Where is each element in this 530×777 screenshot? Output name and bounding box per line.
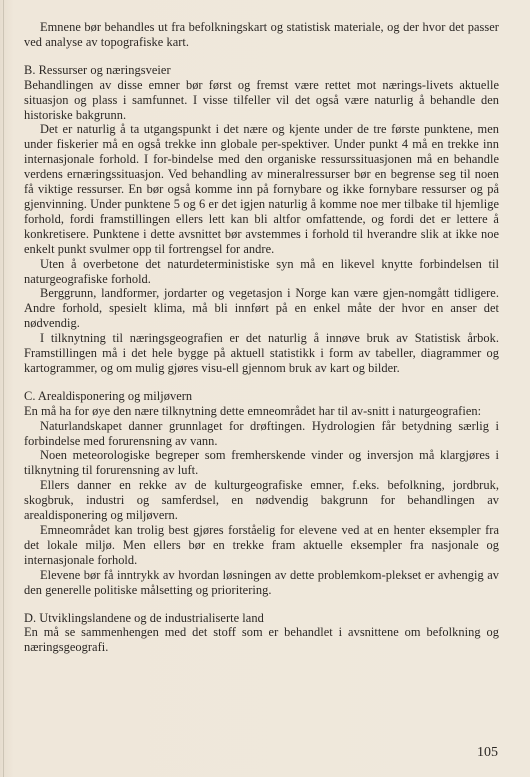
section-gap (24, 50, 499, 63)
intro-paragraph: Emnene bør behandles ut fra befolkningskart og statistisk materiale, og der hvor det passer ved analyse av topografiske kart. (24, 20, 499, 49)
section-gap (24, 376, 499, 389)
page-number: 105 (477, 745, 498, 760)
paragraph: Emneområdet kan trolig best gjøres forståelig for elevene ved at en henter eksempler fra det lokale miljø. Men ellers bør en trekke fram aktuelle eksempler fra nasjonale og internasjonale forhold. (24, 523, 499, 567)
binding-edge (3, 0, 4, 777)
body-text (24, 20, 499, 655)
paragraph: En må ha for øye den nære tilknytning dette emneområdet har til av-snitt i naturgeografien: (24, 403, 482, 418)
section-heading-b: B. Ressurser og næringsveier (24, 62, 171, 77)
paragraph: Uten å overbetone det naturdeterministiske syn må en likevel knytte forbindelsen til naturgeografiske forhold. (24, 256, 499, 286)
section-heading-d: D. Utviklingslandene og de industrialiserte land (24, 610, 264, 625)
section-gap (24, 598, 499, 611)
section-heading-c: C. Arealdisponering og miljøvern (24, 388, 193, 403)
paragraph: Det er naturlig å ta utgangspunkt i det nære og kjente under de tre første punktene, men under fiskerier må en også trekke inn globale per-spektiver. Under punkt 4 må en trekke inn internasjonale forhold. I for-bindelse med den organiske ressurssituasjonen må en behandle verdens ernæringssituasjon. Ved behandling av mineralressurser bør en begrense seg til noen få viktige ressurser. En bør også komme inn på fornybare og ikke fornybare ressurser og på gjenvinning. Under punktene 5 og 6 er det igjen naturlig å komme noe mer tilbake til hjemlige forhold, fordi framstillingen ellers lett kan bli altfor omfattende, og fordi det er lettere å konkretisere. Punktene i dette avsnittet bør avstemmes i forhold til hverandre slik at ikke noe enkelt punkt svulmer opp til fortrengsel for andre. (24, 122, 499, 256)
paragraph: Berggrunn, landformer, jordarter og vegetasjon i Norge kan være gjen-nomgått tidligere. Andre forhold, spesielt klima, må bli innført på en enkel måte der hvor en anser det nødvendig. (24, 286, 499, 331)
paragraph: Ellers danner en rekke av de kulturgeografiske emner, f.eks. befolkning, jordbruk, skogbruk, industri og samferdsel, en nødvendig bakgrunn for behandlingen av arealdisponering og miljøvern. (24, 478, 499, 523)
paragraph: Noen meteorologiske begreper som fremherskende vinder og inversjon må klargjøres i tilknytning til forurensning av luft. (24, 448, 499, 478)
paragraph: En må se sammenhengen med det stoff som er behandlet i avsnittene om befolkning og næringsgeografi. (24, 625, 499, 655)
paragraph: Behandlingen av disse emner bør først og fremst være rettet mot nærings-livets aktuelle situasjon og plass i samfunnet. I visse tilfeller vil det også være naturlig å behandle den historiske bakgrunn. (24, 77, 499, 122)
paragraph: I tilknytning til næringsgeografien er det naturlig å innøve bruk av Statistisk årbok. Framstillingen må i det hele bygge på aktuell statistikk i form av tabeller, diagrammer og kartogrammer, og om mulig gjøres visu-ell gjennom bruk av kart og bilder. (24, 331, 499, 375)
paragraph: Elevene bør få inntrykk av hvordan løsningen av dette problemkom-plekset er avhengig av den generelle politiske målsetting og prioritering. (24, 567, 499, 597)
paragraph: Naturlandskapet danner grunnlaget for drøftingen. Hydrologien får betydning særlig i forbindelse med forurensning av vann. (24, 418, 499, 448)
